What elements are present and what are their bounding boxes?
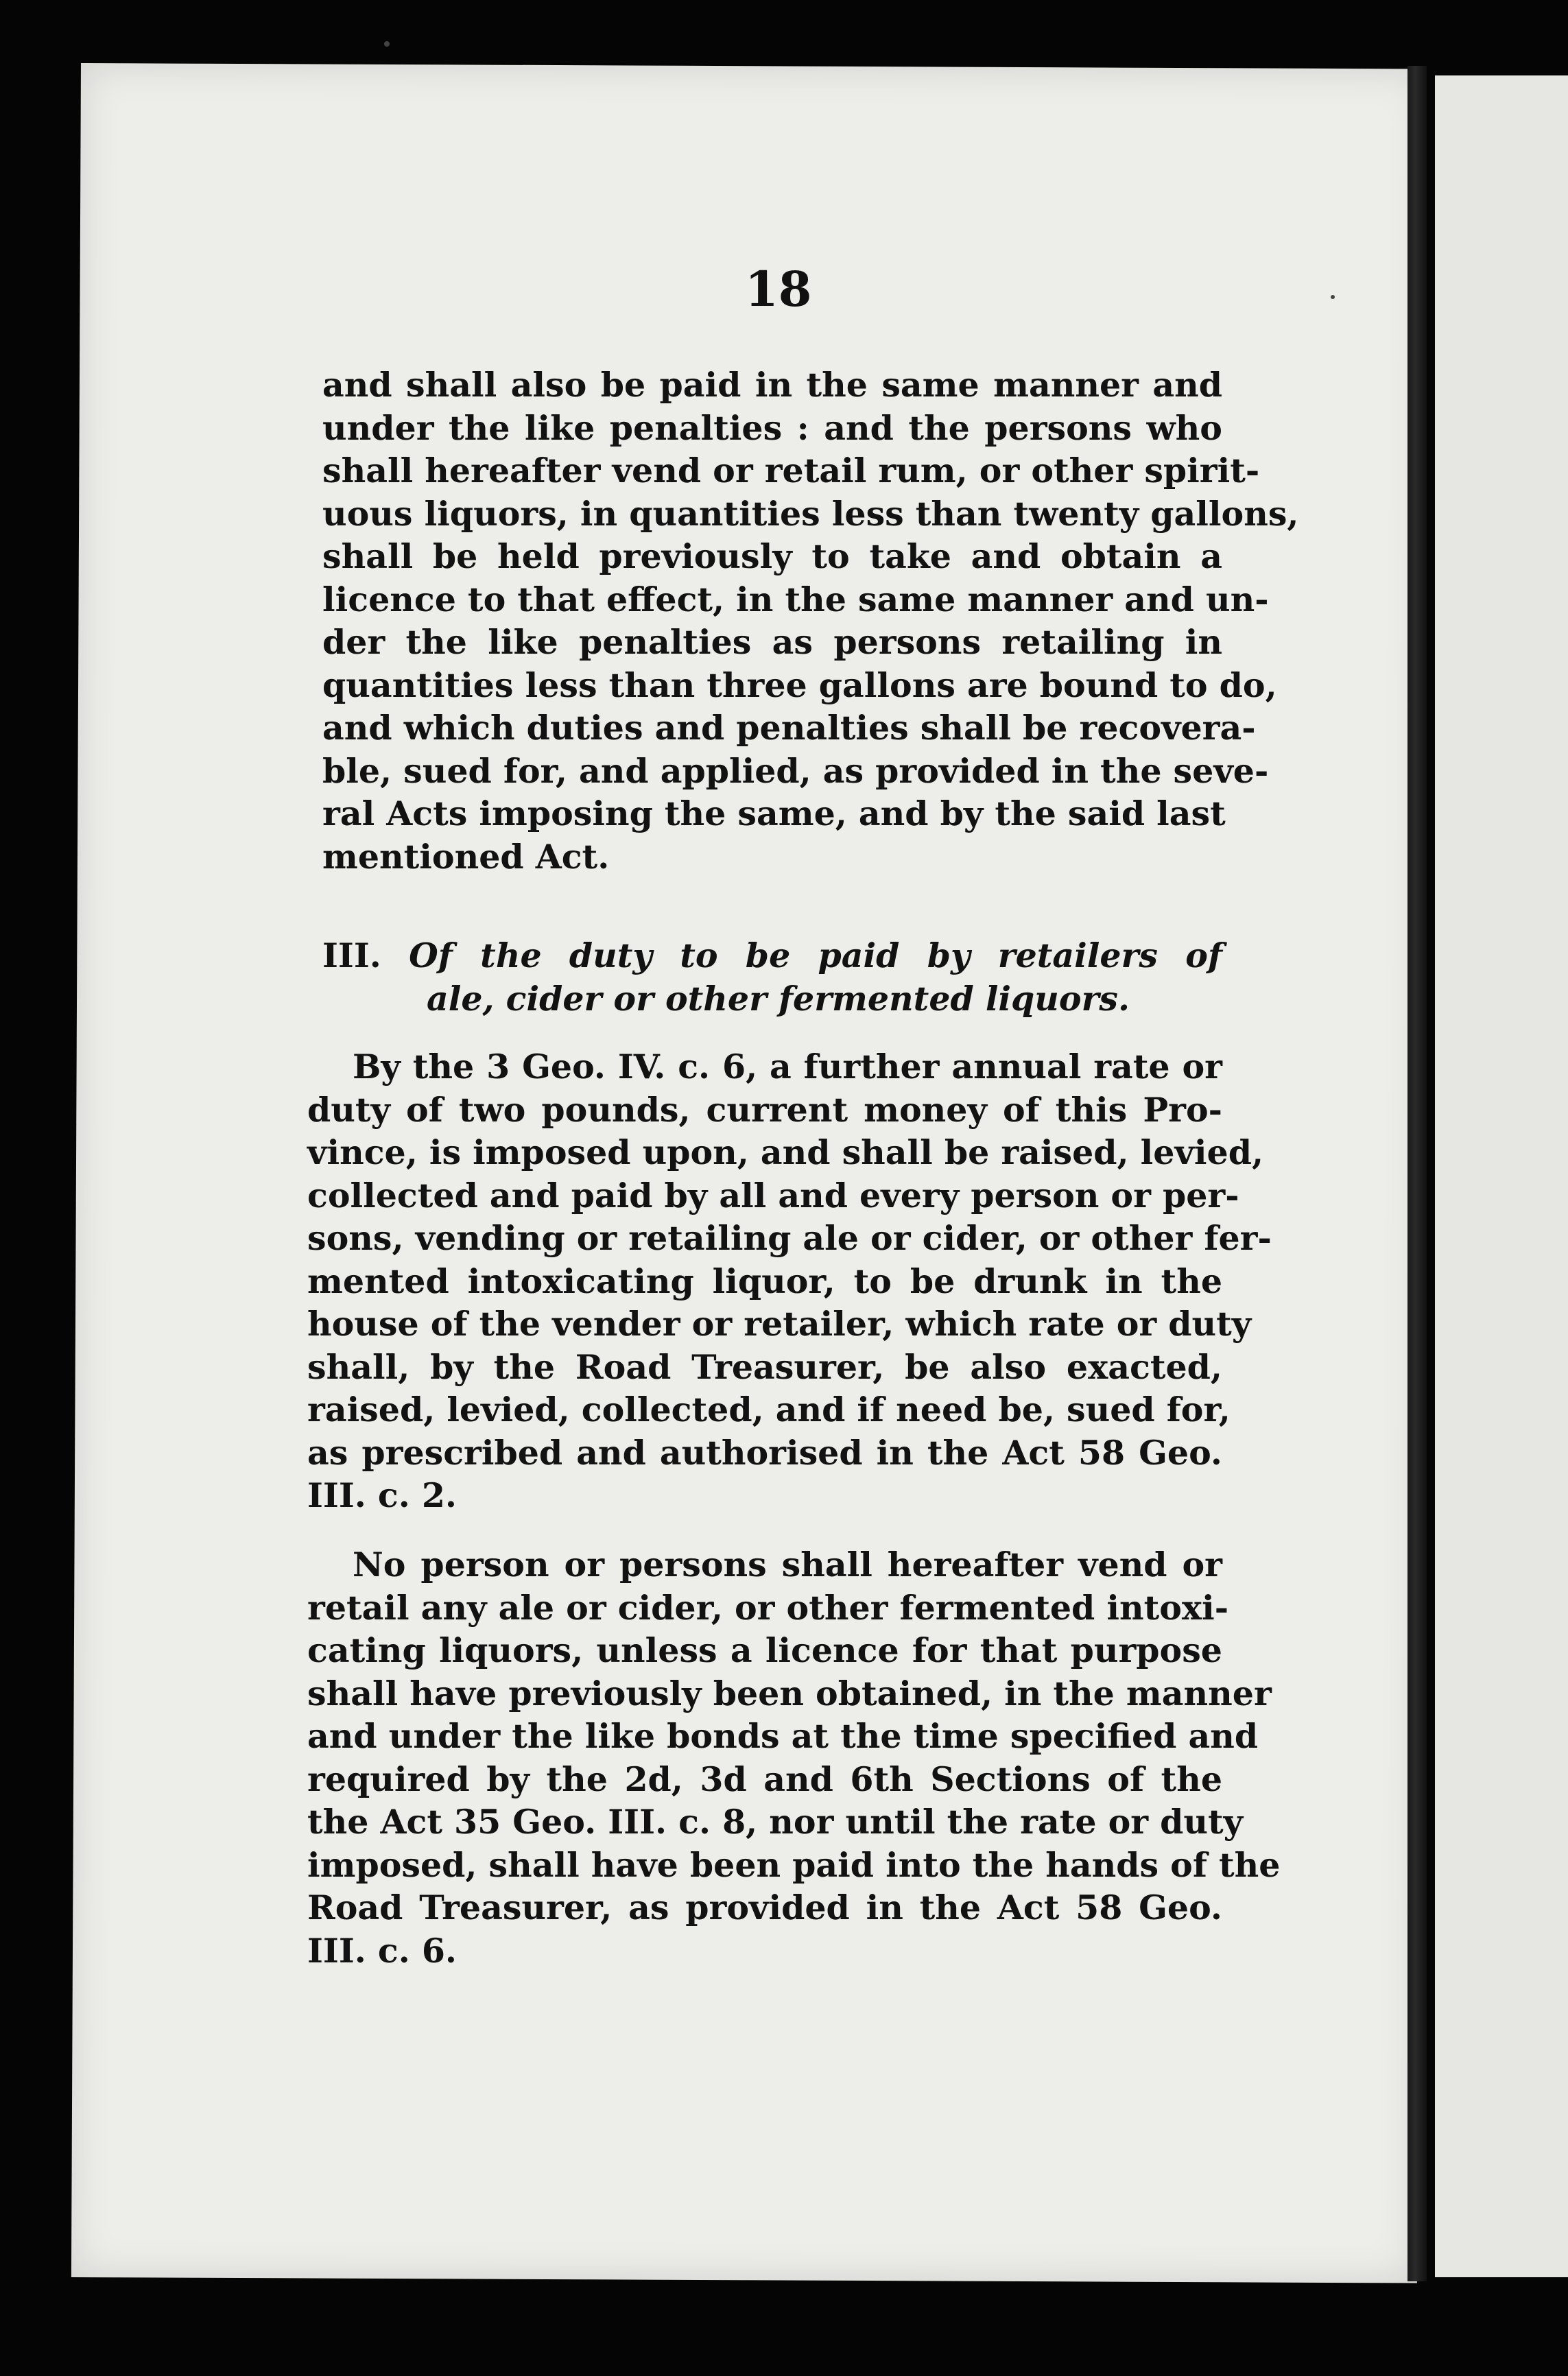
text-line: mented intoxicating liquor, to be drunk in the: [307, 1261, 1222, 1301]
text-line: duty of two pounds, current money of this Pro-: [307, 1089, 1222, 1130]
text-line: and which duties and penalties shall be recovera-: [322, 708, 1256, 748]
text-line: uous liquors, in quantities less than twenty gallons,: [322, 493, 1299, 534]
adjacent-page-edge: [1435, 75, 1568, 2277]
text-line: required by the 2d, 3d and 6th Sections of the: [307, 1759, 1222, 1799]
heading-number: III.: [322, 936, 381, 975]
text-line: retail any ale or cider, or other fermented intoxi-: [307, 1587, 1229, 1628]
text-line: the Act 35 Geo. III. c. 8, nor until the rate or duty: [307, 1802, 1244, 1842]
text-line: raised, levied, collected, and if need be, sued for,: [307, 1390, 1231, 1429]
text-line: licence to that effect, in the same manner and un-: [322, 579, 1269, 619]
text-line: and under the like bonds at the time specified and: [307, 1716, 1259, 1756]
text-line: No person or persons shall hereafter vend or: [353, 1545, 1222, 1584]
text-line: Road Treasurer, as provided in the Act 58 Geo.: [307, 1888, 1222, 1927]
text-line: mentioned Act.: [322, 836, 610, 877]
scan-speck: [384, 41, 390, 47]
text-line: imposed, shall have been paid into the hands of the: [307, 1844, 1281, 1885]
text-line: collected and paid by all and every person or per-: [307, 1175, 1239, 1215]
text-line: By the 3 Geo. IV. c. 6, a further annual rate or: [353, 1047, 1222, 1086]
paragraph-licence: [307, 1543, 1281, 1972]
text-line: der the like penalties as persons retailing in: [322, 622, 1222, 662]
heading-line-1: [322, 934, 1222, 977]
text-line: vince, is imposed upon, and shall be raised, levied,: [307, 1132, 1264, 1172]
text-line: ble, sued for, and applied, as provided in the seve-: [322, 750, 1269, 791]
scan-speck: [1331, 295, 1335, 299]
text-line: sons, vending or retailing ale or cider, or other fer-: [307, 1218, 1272, 1258]
text-line: ral Acts imposing the same, and by the said last: [322, 794, 1226, 833]
paragraph-duty-rate: [307, 1045, 1272, 1517]
paragraph-continued: [322, 364, 1299, 878]
section-heading: [322, 934, 1222, 1020]
text-line: and shall also be paid in the same manner and: [322, 365, 1222, 405]
text-line: III. c. 2.: [307, 1475, 457, 1515]
text-line: III. c. 6.: [307, 1930, 457, 1971]
heading-line-2: ale, cider or other fermented liquors.: [427, 978, 1130, 1019]
text-line: shall be held previously to take and obtain a: [322, 536, 1222, 576]
page-number: 18: [745, 261, 812, 318]
heading-text-1: Of the duty to be paid by retailers of: [409, 936, 1222, 975]
text-line: shall have previously been obtained, in the manner: [307, 1673, 1272, 1713]
page-gutter-shadow: [1407, 66, 1427, 2281]
text-line: shall hereafter vend or retail rum, or other spirit-: [322, 451, 1260, 490]
text-line: house of the vender or retailer, which rate or duty: [307, 1304, 1252, 1344]
text-line: under the like penalties : and the persons who: [322, 407, 1222, 448]
text-line: quantities less than three gallons are bound to do,: [322, 665, 1277, 705]
text-line: as prescribed and authorised in the Act 58 Geo.: [307, 1432, 1222, 1473]
text-line: shall, by the Road Treasurer, be also exacted,: [307, 1346, 1222, 1387]
text-line: cating liquors, unless a licence for that purpose: [307, 1630, 1222, 1670]
